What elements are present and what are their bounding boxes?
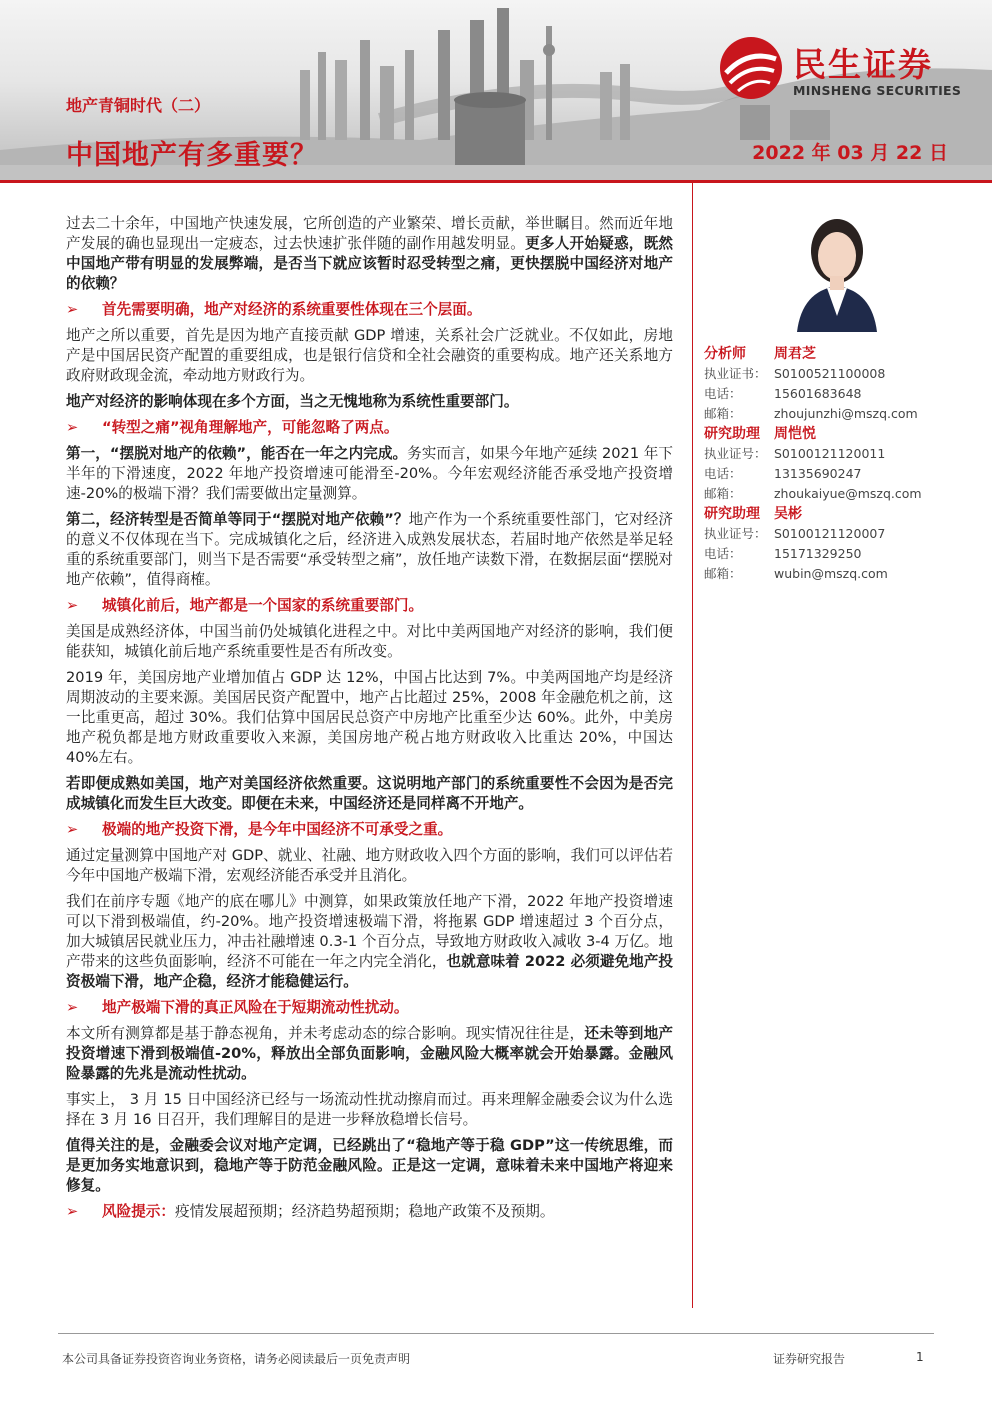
bullet-point: ➢ 极端的地产投资下滑，是今年中国经济不可承受之重。 <box>66 821 453 838</box>
analyst-cert: S0100121120007 <box>774 526 886 541</box>
analyst-name: 吴彬 <box>774 506 802 522</box>
analyst-card <box>704 344 964 424</box>
paragraph: 第二，经济转型是否简单等同于“摆脱对地产依赖”？地产作为一个系统重要性部门，它对经济的意义不仅体现在当下。完成城镇化之后，经济进入成熟发展状态，若届时地产依然是举足轻重的系统重要部门，则当下是否需要“承受转型之痛”，放任地产读数下滑，在数据层面“摆脱对地产依赖”，值得商榷。 <box>66 511 673 588</box>
analyst-email[interactable]: zhoujunzhi@mszq.com <box>774 406 918 421</box>
report-date: 2022 年 03 月 22 日 <box>752 142 948 164</box>
paragraph: 值得关注的是，金融委会议对地产定调，已经跳出了“稳地产等于稳 GDP”这一传统思维，而是更加务实地意识到，稳地产等于防范金融风险。正是这一定调，意味着未来中国地产将迎来修复。 <box>66 1137 673 1194</box>
report-body <box>66 214 673 1228</box>
cert-label: 执业证号： <box>704 526 767 541</box>
mail-label: 邮箱： <box>704 406 742 421</box>
analyst-card <box>704 504 964 584</box>
arrow-icon: ➢ <box>66 821 79 838</box>
analyst-phone: 13135690247 <box>774 466 862 481</box>
arrow-icon: ➢ <box>66 419 79 436</box>
analyst-cert: S0100121120011 <box>774 446 886 461</box>
tel-label: 电话： <box>704 386 742 401</box>
company-logo <box>718 35 968 105</box>
analyst-role: 分析师 <box>704 346 746 362</box>
cert-label: 执业证号： <box>704 446 767 461</box>
arrow-icon: ➢ <box>66 999 79 1016</box>
logo-text-en: MINSHENG SECURITIES <box>793 83 962 98</box>
tel-label: 电话： <box>704 546 742 561</box>
analyst-email[interactable]: wubin@mszq.com <box>774 566 888 581</box>
tel-label: 电话： <box>704 466 742 481</box>
column-divider <box>692 183 693 1308</box>
paragraph: 事实上， 3 月 15 日中国经济已经与一场流动性扰动擦肩而过。再来理解金融委会议为什么选择在 3 月 16 日召开，我们理解目的是进一步释放稳增长信号。 <box>66 1091 673 1128</box>
paragraph: 地产之所以重要，首先是因为地产直接贡献 GDP 增速，关系社会广泛就业。不仅如此，房地产是中国居民资产配置的重要组成，也是银行信贷和全社会融资的重要构成。地产还关系地方政府财政现金流，牵动地方财政行为。 <box>66 327 673 384</box>
paragraph: 过去二十余年，中国地产快速发展，它所创造的产业繁荣、增长贡献，举世瞩目。然而近年地产发展的确也显现出一定疲态，过去快速扩张伴随的副作用越发明显。更多人开始疑惑，既然中国地产带有明显的发展弊端，是否当下就应该暂时忍受转型之痛，更快摆脱中国经济对地产的依赖？ <box>66 215 673 292</box>
risk-warning: ➢ 风险提示：疫情发展超预期；经济趋势超预期；稳地产政策不及预期。 <box>66 1203 555 1220</box>
header-banner <box>0 0 992 180</box>
paragraph: 第一，“摆脱对地产的依赖”，能否在一年之内完成。务实而言，如果今年地产延续 2021 年下半年的下滑速度，2022 年地产投资增速可能滑至-20%。今年宏观经济能否承受地产投资增速-20%的极端下滑？我们需要做出定量测算。 <box>66 445 674 502</box>
paragraph: 若即便成熟如美国，地产对美国经济依然重要。这说明地产部门的系统重要性不会因为是否完成城镇化而发生巨大改变。即便在未来，中国经济还是同样离不开地产。 <box>66 775 673 812</box>
footer-report-type: 证券研究报告 <box>773 1352 846 1366</box>
paragraph: 地产对经济的影响体现在多个方面，当之无愧地称为系统性重要部门。 <box>66 393 519 410</box>
report-title: 中国地产有多重要？ <box>66 140 318 171</box>
paragraph: 通过定量测算中国地产对 GDP、就业、社融、地方财政收入四个方面的影响，我们可以评估若今年中国地产极端下滑，宏观经济能否承受并且消化。 <box>66 847 673 884</box>
paragraph: 美国是成熟经济体，中国当前仍处城镇化进程之中。对比中美两国地产对经济的影响，我们便能获知，城镇化前后地产系统重要性是否有所改变。 <box>66 623 673 660</box>
analyst-role: 研究助理 <box>704 506 760 522</box>
analyst-phone: 15171329250 <box>774 546 862 561</box>
paragraph: 本文所有测算都是基于静态视角，并未考虑动态的综合影响。现实情况往往是，还未等到地产投资增速下滑到极端值-20%，释放出全部负面影响，金融风险大概率就会开始暴露。金融风险暴露的先兆是流动性扰动。 <box>66 1025 673 1082</box>
analyst-photo <box>772 196 902 332</box>
analyst-phone: 15601683648 <box>774 386 862 401</box>
mail-label: 邮箱： <box>704 566 742 581</box>
analyst-name: 周恺悦 <box>774 426 816 442</box>
paragraph: 我们在前序专题《地产的底在哪儿》中测算，如果政策放任地产下滑，2022 年地产投资增速可以下滑到极端值，约-20%。地产投资增速极端下滑，将拖累 GDP 增速超过 3 个百分点，加大城镇居民就业压力，冲击社融增速 0.3-1 个百分点，导致地方财政收入减收 3-4 万亿。地产带来的这些负面影响，经济不可能在一年之内完全消化，也就意味着 2022 必须避免地产投资极端下滑，地产企稳，经济才能稳健运行。 <box>66 893 673 990</box>
analyst-name: 周君芝 <box>774 346 816 362</box>
page-number: 1 <box>916 1350 924 1364</box>
arrow-icon: ➢ <box>66 597 79 614</box>
logo-text-cn: 民生证券 <box>793 45 933 84</box>
report-series: 地产青铜时代（二） <box>66 96 211 115</box>
mail-label: 邮箱： <box>704 486 742 501</box>
analyst-cert: S0100521100008 <box>774 366 886 381</box>
header-divider <box>0 180 992 183</box>
analyst-email[interactable]: zhoukaiyue@mszq.com <box>774 486 922 501</box>
analyst-role: 研究助理 <box>704 426 760 442</box>
footer-divider <box>58 1333 934 1334</box>
analyst-card <box>704 424 964 504</box>
arrow-icon: ➢ <box>66 1203 79 1220</box>
bullet-point: ➢ 地产极端下滑的真正风险在于短期流动性扰动。 <box>66 999 409 1016</box>
cert-label: 执业证书： <box>704 366 767 381</box>
paragraph: 2019 年，美国房地产业增加值占 GDP 达 12%，中国占比达到 7%。中美两国地产均是经济周期波动的主要来源。美国居民资产配置中，地产占比超过 25%，2008 年金融危机之前，这一比重更高，超过 30%。我们估算中国居民总资产中房地产比重至少达 60%。此外，中美房地产税负都是地方财政重要收入来源，美国房地产税占地方财政收入比重达 20%，中国达 40%左右。 <box>66 669 673 766</box>
footer-disclaimer: 本公司具备证券投资咨询业务资格，请务必阅读最后一页免责声明 <box>62 1352 411 1366</box>
bullet-point: ➢ 首先需要明确，地产对经济的系统重要性体现在三个层面。 <box>66 301 482 318</box>
bullet-point: ➢ “转型之痛”视角理解地产，可能忽略了两点。 <box>66 419 399 436</box>
arrow-icon: ➢ <box>66 301 79 318</box>
bullet-point: ➢ 城镇化前后，地产都是一个国家的系统重要部门。 <box>66 597 424 614</box>
minsheng-logo-icon <box>718 35 784 101</box>
